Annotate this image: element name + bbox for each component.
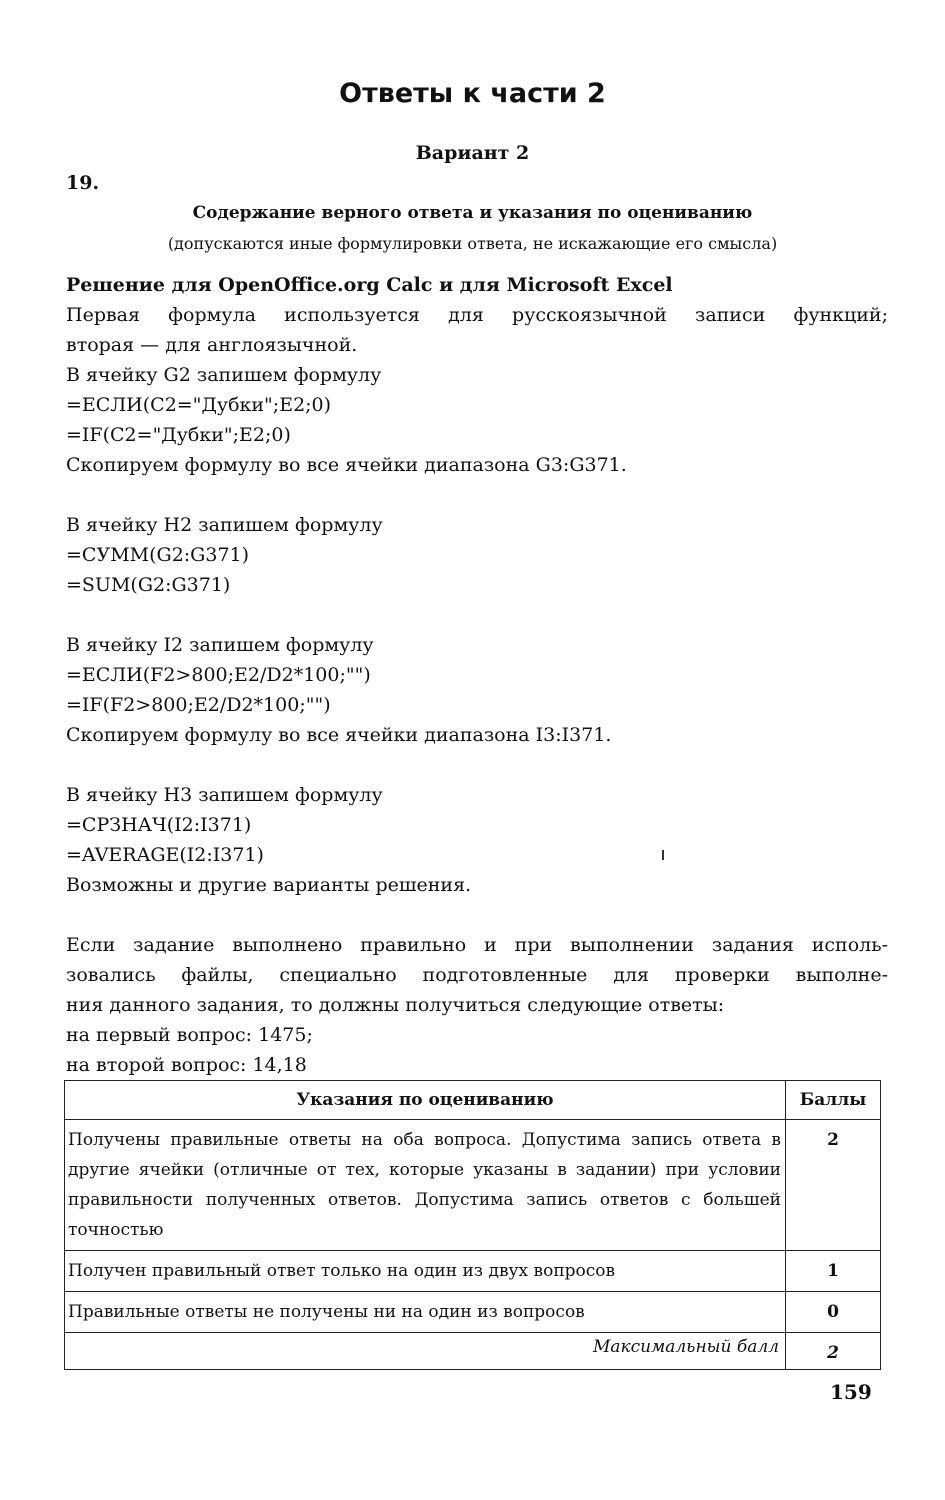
- table-header-row: [65, 1081, 881, 1120]
- header-description: Указания по оцениванию: [65, 1081, 786, 1120]
- g2-formula-en: =IF(C2="Дубки";E2;0): [66, 424, 291, 446]
- other-solutions-note: Возможны и другие варианты решения.: [66, 874, 472, 896]
- i2-formula-ru: =ЕСЛИ(F2>800;E2/D2*100;""): [66, 664, 371, 686]
- g2-copy-instruction: Скопируем формулу во все ячейки диапазона G3:G371.: [66, 454, 627, 476]
- header-points: Баллы: [786, 1081, 881, 1120]
- page-number: 159: [830, 1380, 872, 1404]
- solution-heading: Решение для OpenOffice.org Calc и для Microsoft Excel: [66, 274, 673, 296]
- g2-label: В ячейку G2 запишем формулу: [66, 364, 382, 386]
- max-score-value: 2: [786, 1333, 881, 1370]
- row-points: 2: [786, 1120, 881, 1251]
- table-row: [65, 1120, 881, 1251]
- check-line-1: Если задание выполнено правильно и при выполнении задания исполь-: [66, 934, 888, 956]
- i2-copy-instruction: Скопируем формулу во все ячейки диапазона I3:I371.: [66, 724, 612, 746]
- h3-label: В ячейку H3 запишем формулу: [66, 784, 383, 806]
- h2-formula-en: =SUM(G2:G371): [66, 574, 231, 596]
- table-row: [65, 1251, 881, 1292]
- answer-2: на второй вопрос: 14,18: [66, 1054, 307, 1076]
- row-points: 1: [786, 1251, 881, 1292]
- check-line-2: зовались файлы, специально подготовленные для проверки выполне-: [66, 964, 888, 986]
- max-score-row: [65, 1333, 881, 1370]
- answer-1: на первый вопрос: 1475;: [66, 1024, 313, 1046]
- table-row: [65, 1292, 881, 1333]
- h3-formula-ru: =СРЗНАЧ(I2:I371): [66, 814, 252, 836]
- max-score-label: Максимальный балл: [65, 1333, 786, 1370]
- row-points: 0: [786, 1292, 881, 1333]
- criteria-title: Содержание верного ответа и указания по оцениванию: [192, 203, 753, 223]
- criteria-note: (допускаются иные формулировки ответа, не искажающие его смысла): [167, 234, 778, 253]
- scan-mark: [662, 850, 664, 860]
- h2-label: В ячейку H2 запишем формулу: [66, 514, 383, 536]
- page-title: Ответы к части 2: [339, 78, 606, 109]
- solution-body: [66, 270, 888, 1080]
- i2-formula-en: =IF(F2>800;E2/D2*100;""): [66, 694, 331, 716]
- intro-line-2: вторая — для англоязычной.: [66, 334, 358, 356]
- variant-heading: Вариант 2: [415, 142, 530, 164]
- i2-label: В ячейку I2 запишем формулу: [66, 634, 374, 656]
- row-description: Получены правильные ответы на оба вопроса. Допустима запись ответа в другие ячейки (отличные от тех, которые указаны в задании) при условии правильности полученных ответов. Допустима запись ответов с большей точностью: [65, 1120, 786, 1251]
- task-number: 19.: [66, 172, 100, 194]
- g2-formula-ru: =ЕСЛИ(C2="Дубки";E2;0): [66, 394, 332, 416]
- intro-line-1: Первая формула используется для русскоязычной записи функций;: [66, 304, 888, 326]
- row-description: Получен правильный ответ только на один из двух вопросов: [65, 1251, 786, 1292]
- h2-formula-ru: =СУММ(G2:G371): [66, 544, 250, 566]
- scoring-table: [64, 1080, 881, 1370]
- row-description: Правильные ответы не получены ни на один из вопросов: [65, 1292, 786, 1333]
- check-line-3: ния данного задания, то должны получиться следующие ответы:: [66, 994, 725, 1016]
- h3-formula-en: =AVERAGE(I2:I371): [66, 844, 264, 866]
